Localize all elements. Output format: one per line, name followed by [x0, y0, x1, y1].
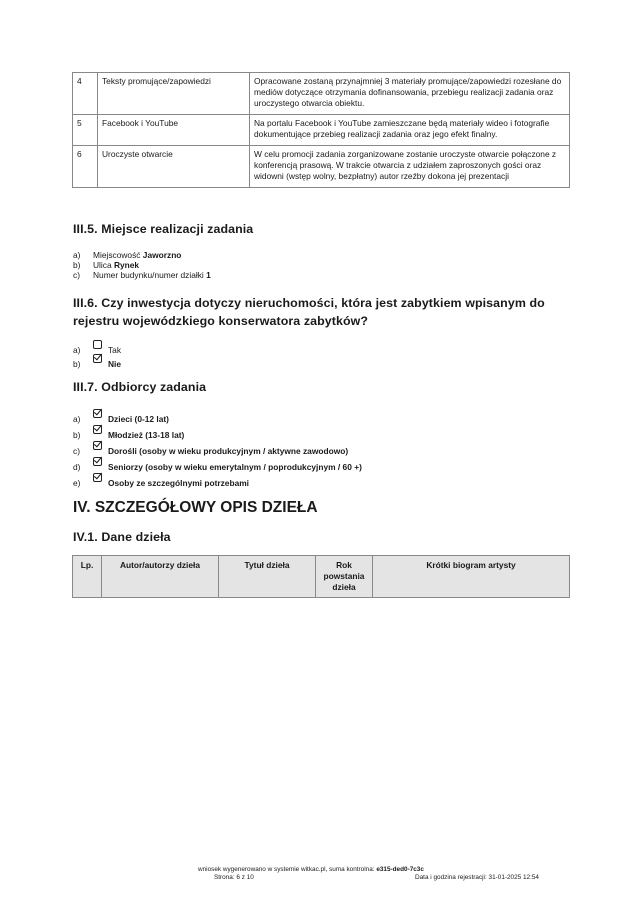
- option-letter: d): [73, 461, 81, 472]
- item-value: Rynek: [113, 260, 140, 270]
- option-nie[interactable]: [73, 358, 121, 369]
- header-title: Tytuł dzieła: [219, 556, 316, 598]
- option-letter: b): [73, 429, 81, 440]
- footer-page: Strona: 6 z 10: [214, 874, 254, 881]
- option-mlodziez[interactable]: [73, 429, 184, 440]
- option-label: Osoby ze szczególnymi potrzebami: [108, 477, 250, 488]
- promotion-name: Teksty promujące/zapowiedzi: [98, 73, 250, 115]
- item-value: Jaworzno: [142, 250, 182, 260]
- footer-generated: [198, 866, 458, 874]
- list-item: [73, 270, 211, 280]
- checked-checkbox-icon[interactable]: [93, 409, 102, 418]
- promotion-description: Na portalu Facebook i YouTube zamieszczane będą materiały wideo i fotografie dokumentujące przebieg realizacji zadania oraz jego efekt finalny.: [250, 115, 570, 146]
- list-item: [73, 260, 211, 270]
- checkbox-icon[interactable]: [93, 340, 102, 349]
- table-header-row: [73, 556, 570, 598]
- table-row: [73, 115, 570, 146]
- option-label: Nie: [108, 358, 122, 369]
- footer-checksum: e315-ded0-7c3c: [376, 866, 424, 873]
- section-heading-iv1: IV.1. Dane dzieła: [73, 530, 171, 544]
- option-letter: a): [73, 344, 81, 355]
- list-item: [73, 250, 211, 260]
- artwork-table: [72, 555, 570, 598]
- option-letter: e): [73, 477, 81, 488]
- header-lp: Lp.: [73, 556, 102, 598]
- table-row: [73, 146, 570, 188]
- footer-generated-text: wniosek wygenerowano w systemie witkac.pl, suma kontrolna:: [198, 866, 377, 873]
- item-letter: c): [73, 270, 80, 280]
- promotion-name: Uroczyste otwarcie: [98, 146, 250, 188]
- checked-checkbox-icon[interactable]: [93, 473, 102, 482]
- option-label: Tak: [108, 344, 122, 355]
- row-number: 6: [73, 146, 98, 188]
- option-label: Dorośli (osoby w wieku produkcyjnym / aktywne zawodowo): [108, 445, 349, 456]
- table-row: [73, 73, 570, 115]
- header-biography: Krótki biogram artysty: [373, 556, 570, 598]
- option-szczegolne-potrzeby[interactable]: [73, 477, 249, 488]
- promotion-description: W celu promocji zadania zorganizowane zostanie uroczyste otwarcie połączone z konferencją prasową. W trakcie otwarcia z udziałem zaproszonych gości oraz widowni (wstęp wolny, bezpłatny) autor rzeźby dokona jej prezentacji: [250, 146, 570, 188]
- option-dzieci[interactable]: [73, 413, 169, 424]
- promotion-name: Facebook i YouTube: [98, 115, 250, 146]
- item-label: Numer budynku/numer działki: [93, 270, 207, 280]
- option-label: Dzieci (0-12 lat): [108, 413, 169, 424]
- section-heading-iii6: III.6. Czy inwestycja dotyczy nieruchomości, która jest zabytkiem wpisanym do rejestru wojewódzkiego konserwatora zabytków?: [73, 296, 545, 328]
- section-heading-iii5: III.5. Miejsce realizacji zadania: [73, 222, 254, 236]
- option-letter: b): [73, 358, 81, 369]
- item-value: 1: [206, 270, 211, 280]
- footer-registration: Data i godzina rejestracji: 31-01-2025 12:54: [415, 874, 539, 881]
- header-author: Autor/autorzy dzieła: [102, 556, 219, 598]
- option-letter: a): [73, 413, 81, 424]
- item-letter: a): [73, 250, 81, 260]
- checked-checkbox-icon[interactable]: [93, 441, 102, 450]
- checked-checkbox-icon[interactable]: [93, 425, 102, 434]
- option-label: Młodzież (13-18 lat): [108, 429, 185, 440]
- item-label: Miejscowość: [93, 250, 143, 260]
- option-label: Seniorzy (osoby w wieku emerytalnym / poprodukcyjnym / 60 +): [108, 461, 362, 472]
- location-list: [73, 250, 211, 280]
- row-number: 4: [73, 73, 98, 115]
- section-heading-iii7: III.7. Odbiorcy zadania: [73, 380, 207, 394]
- option-seniorzy[interactable]: [73, 461, 362, 472]
- row-number: 5: [73, 115, 98, 146]
- option-letter: c): [73, 445, 80, 456]
- promotion-description: Opracowane zostaną przynajmniej 3 materiały promujące/zapowiedzi rozesłane do mediów dotyczące otrzymania dofinansowania, przebiegu realizacji zadania oraz uroczystego otwarcia obiektu.: [250, 73, 570, 115]
- promotion-table: [72, 72, 570, 188]
- header-year: Rok powstania dzieła: [316, 556, 373, 598]
- option-dorosli[interactable]: [73, 445, 348, 456]
- item-label: Ulica: [93, 260, 114, 270]
- checked-checkbox-icon[interactable]: [93, 457, 102, 466]
- checked-checkbox-icon[interactable]: [93, 354, 102, 363]
- section-heading-iv: IV. SZCZEGÓŁOWY OPIS DZIEŁA: [73, 499, 318, 516]
- item-letter: b): [73, 260, 81, 270]
